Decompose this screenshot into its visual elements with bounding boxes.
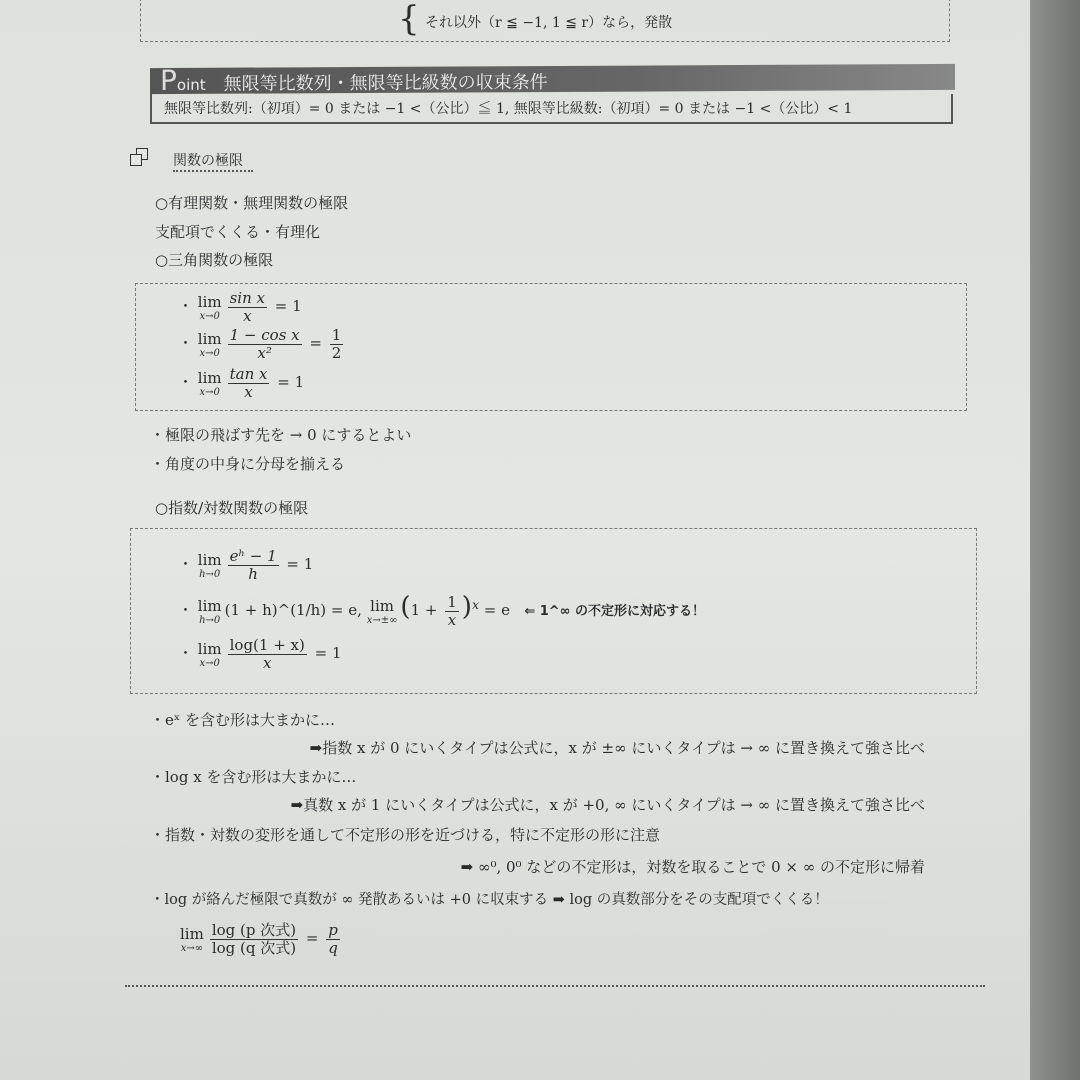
note: ➡指数 x が 0 にいくタイプは公式に，x が ±∞ にいくタイプは → ∞ に置き換えて強さ比べ: [309, 739, 925, 757]
explog-heading: ○指数/対数関数の極限: [155, 499, 309, 517]
divergence-condition: それ以外（r ≦ −1, 1 ≦ r）なら，発散: [425, 15, 673, 31]
point-banner: [150, 63, 955, 98]
note: ・指数・対数の変形を通して不定形の形を近づける，特に不定形の形に注意: [150, 826, 661, 844]
section-squares-icon: [130, 148, 146, 164]
explog-formula-2: ・ lim h→0 (1 + h)^(1/h) = e, lim x→±∞ (1 + $\frac{1}{x}$ )$^x$ = e ⇐ 1^∞ の不定形に対応する！: [178, 592, 706, 629]
brace: {: [398, 0, 420, 39]
section-divider: [125, 985, 985, 987]
trig-heading: ○三角関数の極限: [155, 251, 274, 269]
note: ・log x を含む形は大まかに…: [150, 768, 357, 786]
rational-heading: ○有理関数・無理関数の極限: [155, 194, 349, 212]
trig-formula-2: ・ lim x→0 $\frac{\text{1 − cos x}}{\text{x²}}$ = $\frac{1}{2}$: [178, 326, 342, 362]
trig-formula-3: ・ lim x→0 $\frac{\text{tan x}}{x}$ = 1: [178, 365, 305, 401]
point-logo-oint: oint: [176, 75, 206, 94]
trig-formula-1: ・ lim x→0 $\frac{\text{sin x}}{x}$ = 1: [178, 289, 302, 325]
point-title: 無限等比数列・無限等比級数の収束条件: [223, 72, 548, 95]
explog-formula-1: ・ lim h→0 $\frac{\text{eʰ − 1}}{h}$ = 1: [178, 547, 314, 583]
note: ➡真数 x が 1 にいくタイプは公式に，x が +0, ∞ にいくタイプは → ∞ に置き換えて強さ比べ: [290, 796, 925, 814]
trig-tip: ・極限の飛ばす先を → 0 にするとよい: [150, 426, 412, 444]
log-ratio-formula: lim x→∞ $\frac{\text{log (p 次式)}}{\text{log (q 次式)}}$ = $\frac{p}{q}$: [180, 921, 338, 957]
point-body: 無限等比数列:（初項）= 0 または −1 <（公比）≦ 1, 無限等比級数:（初項）= 0 または −1 <（公比）< 1: [150, 94, 953, 124]
point-logo-p: P: [160, 63, 177, 98]
note: ・log が絡んだ極限で真数が ∞ 発散あるいは +0 に収束する ➡ log の真数部分をその支配項でくくる！: [150, 892, 829, 908]
note: ➡ ∞⁰, 0⁰ などの不定形は，対数を取ることで 0 × ∞ の不定形に帰着: [460, 858, 925, 876]
rational-note: 支配項でくくる・有理化: [155, 223, 321, 241]
note: ・eˣ を含む形は大まかに…: [150, 711, 336, 729]
section-title: 関数の極限: [173, 150, 253, 172]
explog-formula-3: ・ lim x→0 $\frac{\log(1 + x)}{x}$ = 1: [178, 636, 342, 672]
trig-tip: ・角度の中身に分母を揃える: [150, 455, 346, 473]
